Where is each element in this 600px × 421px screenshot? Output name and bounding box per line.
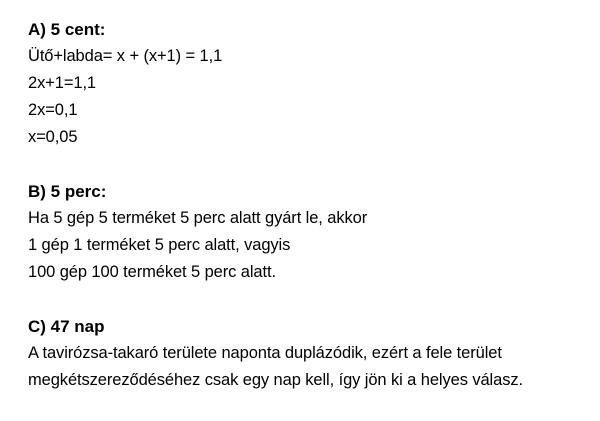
section-c — [28, 313, 588, 394]
document-body — [28, 16, 588, 421]
section-b-line-2: 1 gép 1 terméket 5 perc alatt, vagyis — [28, 236, 291, 254]
section-b-heading: B) 5 perc: — [28, 182, 107, 201]
section-a-line-1: Ütő+labda= x + (x+1) = 1,1 — [28, 47, 223, 65]
section-b-line-3: 100 gép 100 terméket 5 perc alatt. — [28, 263, 276, 281]
section-a-line-2: 2x+1=1,1 — [28, 74, 97, 92]
section-a-line-3: 2x=0,1 — [28, 101, 78, 119]
section-a-heading: A) 5 cent: — [28, 20, 106, 39]
section-c-line-1: A tavirózsa-takaró területe naponta duplázódik, ezért a fele terület — [28, 344, 502, 362]
section-c-line-2: megkétszereződéséhez csak egy nap kell, így jön ki a helyes válasz. — [28, 371, 523, 389]
section-a-line-4: x=0,05 — [28, 128, 78, 146]
section-a — [28, 16, 588, 151]
section-b — [28, 178, 588, 286]
section-b-line-1: Ha 5 gép 5 terméket 5 perc alatt gyárt le, akkor — [28, 209, 368, 227]
section-c-heading: C) 47 nap — [28, 317, 105, 336]
